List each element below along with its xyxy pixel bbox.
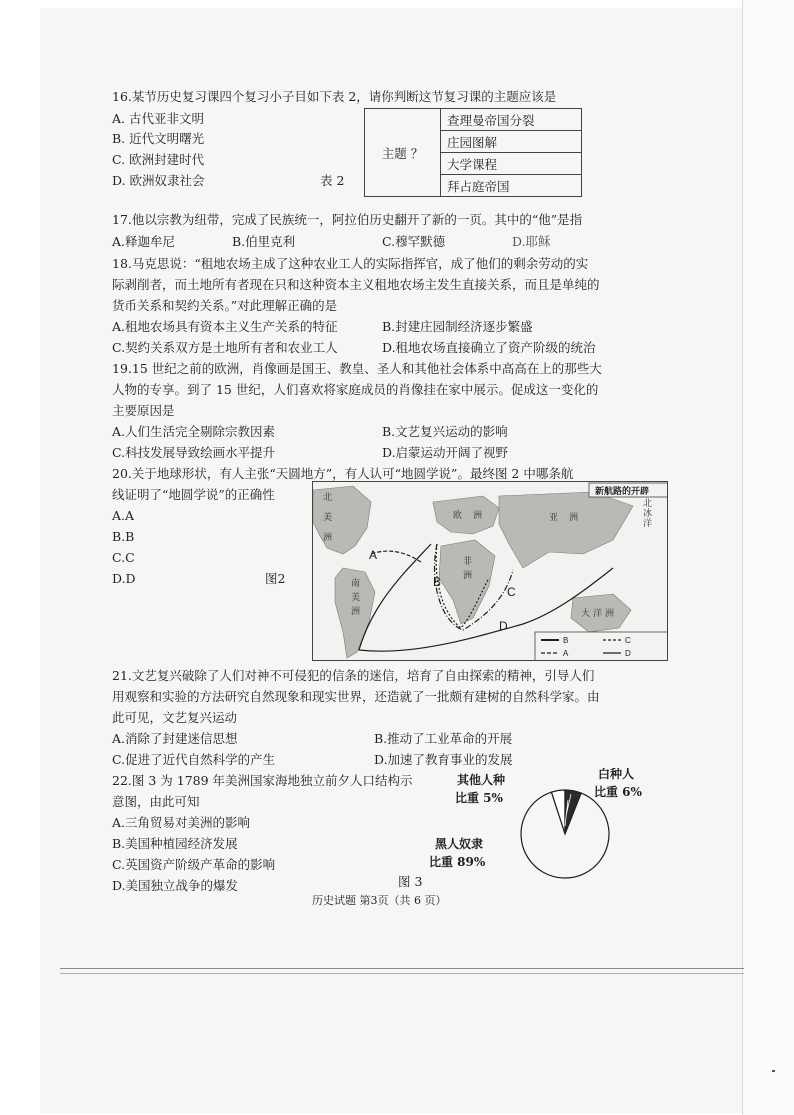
route-label-c: C [507,585,516,599]
q18-line: 际剥削者，而土地所有者现在只和这种资本主义租地农场主发生直接关系，而且是单纯的 [112,277,600,292]
map-text: 北 [643,499,653,509]
q22-option-d: D.美国独立战争的爆发 [112,878,239,893]
scan-speck [772,1070,775,1072]
map-legend-box [535,632,668,661]
q22-line: 22.图 3 为 1789 年美洲国家海地独立前夕人口结构示 [112,773,413,788]
q21-line: 此可见，文艺复兴运动 [112,710,238,725]
theme-topic-cell: 主题 ？ [365,109,441,197]
q20-option-a: A.A [112,508,135,523]
q22-line: 意图，由此可知 [112,794,200,809]
figure-3-caption: 图 3 [398,874,423,889]
map-text: 洲 [323,533,333,543]
q18-option-c: C.契约关系双方是土地所有者和农业工人 [112,340,338,355]
q22-option-a: A.三角贸易对美洲的影响 [112,815,251,830]
q21-option-d: D.加速了教育事业的发展 [374,752,513,767]
q18-option-a: A.租地农场具有资本主义生产关系的特征 [112,319,338,334]
map-text: 欧 [453,511,463,521]
q21-option-a: A.消除了封建迷信思想 [112,731,238,746]
q19-line: 19.15 世纪之前的欧洲，肖像画是国王、教皇、圣人和其他社会体系中高高在上的那些大 [112,361,602,376]
q21-line: 用观察和实验的方法研究自然现象和现实世界，还造就了一批颇有建树的自然科学家。由 [112,689,600,704]
theme-item: 拜占庭帝国 [441,175,582,197]
map-text: 洲 [463,571,473,581]
q20-line: 20.关于地球形状，有人主张“天圆地方”，有人认可“地圆学说”。最终图 2 中哪条航 [112,466,574,481]
map-text: 非 [463,557,473,567]
theme-table [364,108,582,197]
europe-land [433,496,499,534]
pie-label-white-value: 比重 6% [594,785,642,799]
divider-line [60,968,744,969]
q19-line: 主要原因是 [112,403,175,418]
map-text: 洲 [473,511,483,521]
q16-option-b: B. 近代文明曙光 [112,131,205,146]
route-label-d: D [499,619,508,633]
map-text: 洋 [643,519,653,529]
route-a-line [371,551,421,562]
q18-line: 18.马克思说：“租地农场主成了这种农业工人的实际指挥官，成了他们的剩余劳动的实 [112,256,589,271]
north-america-land [313,486,371,554]
divider-line [60,973,744,974]
population-pie-graphic [425,768,685,880]
q19-option-c: C.科技发展导致绘画水平提升 [112,445,276,460]
route-label-a: A [369,548,378,562]
q17-option-a: A.释迦牟尼 [112,234,176,249]
asia-land [499,492,633,568]
legend-label-b: B [563,636,569,645]
q17-stem: 17.他以宗教为纽带，完成了民族统一，阿拉伯历史翻开了新的一页。其中的“他”是指 [112,212,583,227]
pie-label-other-name: 其他人种 [457,773,506,787]
page-footer: 历史试题 第3页（共 6 页） [312,894,447,907]
q20-option-c: C.C [112,550,135,565]
figure-2-caption: 图2 [265,571,286,586]
q21-option-c: C.促进了近代自然科学的产生 [112,752,276,767]
legend-label-a: A [563,649,569,658]
q17-option-c: C.穆罕默德 [382,234,446,249]
q16-option-d: D. 欧洲奴隶社会 [112,173,205,188]
map-text: 美 [351,593,361,603]
route-label-b: B [433,575,442,589]
map-text: 洲 [569,513,579,523]
pie-label-black-name: 黑人奴隶 [435,837,484,851]
q22-option-c: C.英国资产阶级产革命的影响 [112,857,276,872]
q17-option-b: B.伯里克利 [232,234,296,249]
map-text: 亚 [549,513,559,523]
pie-slices [521,790,609,878]
map-title: 新航路的开辟 [595,487,650,497]
map-text: 美 [323,513,333,523]
pie-label-other-value: 比重 5% [455,791,503,805]
q19-option-a: A.人们生活完全剔除宗教因素 [112,424,276,439]
map-text: 冰 [643,509,653,519]
q17-option-d: D.耶稣 [512,234,551,249]
q16-option-a: A. 古代亚非文明 [112,111,204,126]
map-text: 北 [323,493,333,503]
map-text: 南 [351,579,361,589]
q16-option-c: C. 欧洲封建时代 [112,152,205,167]
population-pie-figure [425,768,685,880]
pie-label-black-value: 比重 89% [429,855,486,869]
q22-option-b: B.美国种植园经济发展 [112,836,238,851]
table-2-caption: 表 2 [320,173,345,188]
q19-option-b: B.文艺复兴运动的影响 [382,424,508,439]
q18-line: 货币关系和契约关系。”对此理解正确的是 [112,298,338,313]
pie-label-white-name: 白种人 [598,768,635,781]
q19-line: 人物的专享。到了 15 世纪，人们喜欢将家庭成员的肖像挂在家中展示。促成这一变化的 [112,382,599,397]
q18-option-d: D.租地农场直接确立了资产阶级的统治 [382,340,596,355]
legend-label-c: C [625,636,631,645]
map-text: 洲 [351,607,361,617]
q21-line: 21.文艺复兴破除了人们对神不可侵犯的信条的迷信，培育了自由探索的精神，引导人们 [112,668,595,683]
legend-label-d: D [625,649,631,658]
theme-item: 大学课程 [441,153,582,175]
q19-option-d: D.启蒙运动开阔了视野 [382,445,509,460]
map-text: 洲 [605,609,615,619]
map-text: 大 [581,609,591,619]
q16-stem: 16.某节历史复习课四个复习小子目如下表 2，请你判断这节复习课的主题应该是 [112,89,557,104]
route-map-graphic [313,482,668,661]
theme-item: 庄园图解 [441,131,582,153]
map-text: 洋 [593,609,603,619]
q20-option-b: B.B [112,529,135,544]
theme-item: 查理曼帝国分裂 [441,109,582,131]
q21-option-b: B.推动了工业革命的开展 [374,731,513,746]
q18-option-b: B.封建庄园制经济逐步繁盛 [382,319,533,334]
scan-edge [742,0,794,1115]
q20-line: 线证明了“地圆学说”的正确性 [112,487,275,502]
q20-option-d: D.D [112,571,136,586]
new-routes-map [312,481,668,661]
